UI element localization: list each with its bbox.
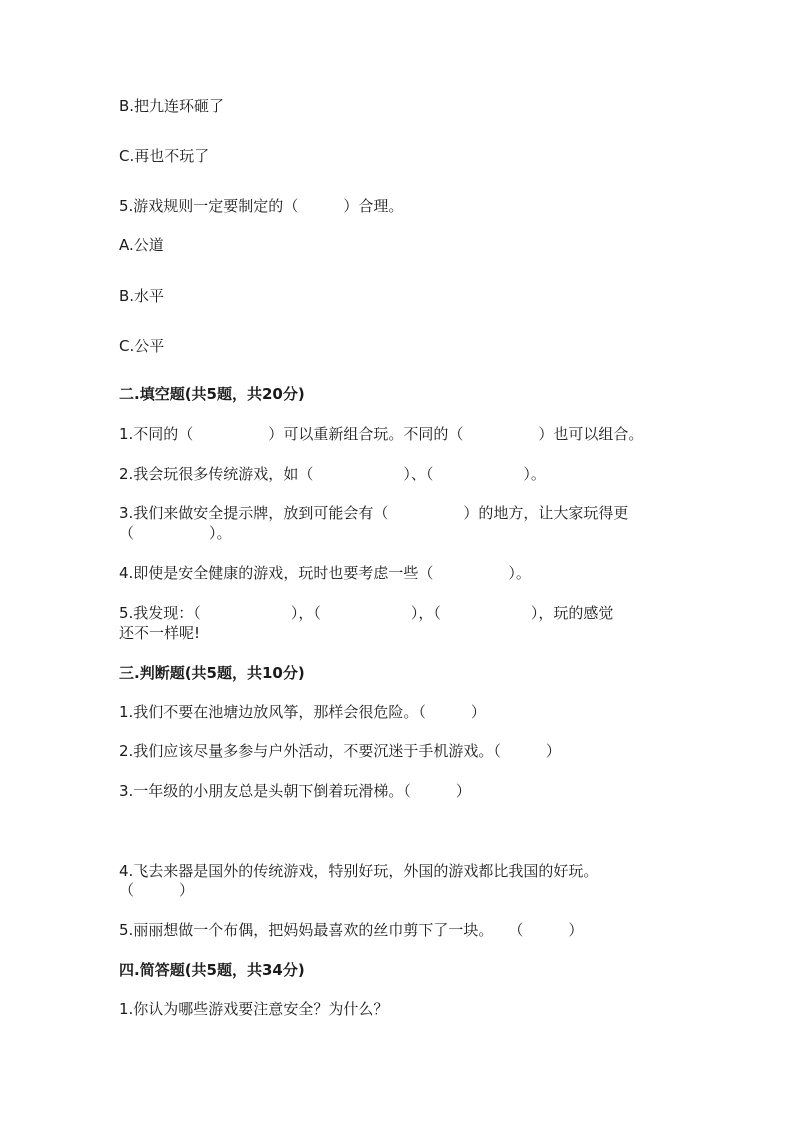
section2-item-5: 5.我发现：（ ），（ ），（ ），玩的感觉 [119, 604, 614, 622]
section3-item-2: 2.我们应该尽量多参与户外活动，不要沉迷于手机游戏。（ ） [119, 742, 561, 760]
section2-item-1: 1.不同的（ ）可以重新组合玩。不同的（ ）也可以组合。 [119, 425, 644, 443]
section3-item-4-cont: （ ） [119, 881, 195, 899]
section2-item-3-cont: （ ）。 [119, 524, 232, 542]
section2-item-3: 3.我们来做安全提示牌，放到可能会有（ ）的地方，让大家玩得更 [119, 504, 629, 522]
q4-option-b: B.把九连环砸了 [119, 97, 225, 115]
section3-item-5: 5.丽丽想做一个布偶，把妈妈最喜欢的丝巾剪下了一块。 （ ） [119, 921, 584, 939]
q5-option-c: C.公平 [119, 337, 165, 355]
q5-option-a: A.公道 [119, 236, 164, 254]
section3-item-3: 3.一年级的小朋友总是头朝下倒着玩滑梯。（ ） [119, 782, 471, 800]
section3-heading: 三.判断题(共5题，共10分) [119, 664, 305, 682]
section3-item-4: 4.飞去来器是国外的传统游戏，特别好玩，外国的游戏都比我国的好玩。 [119, 862, 599, 880]
section2-item-5-cont: 还不一样呢! [119, 624, 201, 642]
q5-option-b: B.水平 [119, 287, 165, 305]
q5-question: 5.游戏规则一定要制定的（ ）合理。 [119, 197, 404, 215]
section4-heading: 四.简答题(共5题，共34分) [119, 961, 305, 979]
section2-item-4: 4.即使是安全健康的游戏，玩时也要考虑一些（ ）。 [119, 564, 531, 582]
section4-item-1: 1.你认为哪些游戏要注意安全？为什么？ [119, 1000, 389, 1018]
q4-option-c: C.再也不玩了 [119, 147, 210, 165]
section3-item-1: 1.我们不要在池塘边放风筝，那样会很危险。（ ） [119, 703, 486, 721]
section2-item-2: 2.我会玩很多传统游戏，如（ ）、（ ）。 [119, 465, 546, 483]
section2-heading: 二.填空题(共5题，共20分) [119, 385, 305, 403]
